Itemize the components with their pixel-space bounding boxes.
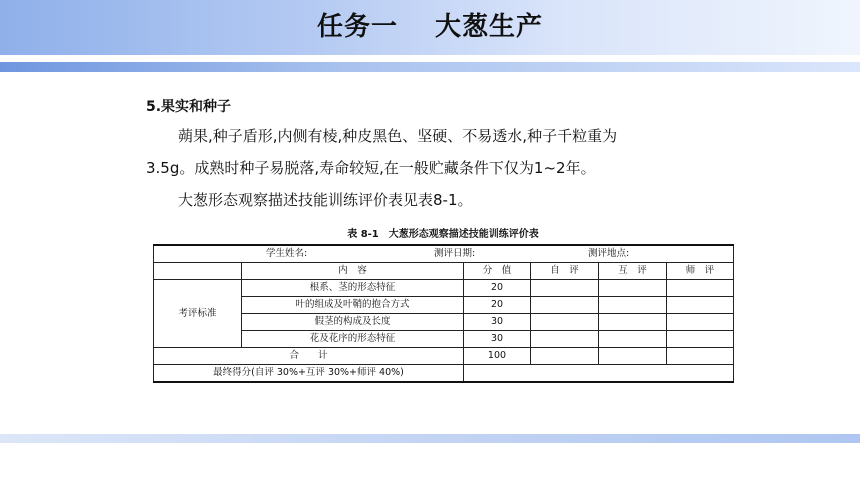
- teacher-score-cell: [667, 314, 734, 331]
- total-row: [154, 348, 734, 365]
- paragraph-line: 大葱形态观察描述技能训练评价表见表8-1。: [178, 191, 473, 209]
- criteria-content: 根系、茎的形态特征: [242, 280, 464, 297]
- self-score-cell: [531, 297, 599, 314]
- table-header-row: [154, 263, 734, 280]
- final-score-row: [154, 365, 734, 383]
- criteria-content: 花及花序的形态特征: [242, 331, 464, 348]
- header-content: 内 容: [242, 263, 464, 280]
- criteria-content: 假茎的构成及长度: [242, 314, 464, 331]
- peer-score-cell: [599, 331, 667, 348]
- header-score: 分 值: [464, 263, 531, 280]
- eval-place-label: 测评地点:: [588, 248, 630, 259]
- header-peer: 互 评: [599, 263, 667, 280]
- peer-score-cell: [599, 297, 667, 314]
- criteria-score: 20: [464, 280, 531, 297]
- criteria-score: 30: [464, 314, 531, 331]
- criteria-score: 30: [464, 331, 531, 348]
- body-text: [146, 94, 786, 216]
- student-name-label: 学生姓名:: [266, 248, 308, 259]
- final-score-cell: [464, 365, 734, 383]
- teacher-score-cell: [667, 297, 734, 314]
- criteria-label: 考评标准: [154, 280, 242, 348]
- criteria-content: 叶的组成及叶鞘的抱合方式: [242, 297, 464, 314]
- final-score-label: 最终得分(自评 30%+互评 30%+师评 40%): [154, 365, 464, 383]
- paragraph-line: 蒴果,种子盾形,内侧有棱,种皮黑色、坚硬、不易透水,种子千粒重为: [178, 127, 618, 145]
- total-score: 100: [464, 348, 531, 365]
- header-self: 自 评: [531, 263, 599, 280]
- teacher-score-cell: [667, 280, 734, 297]
- self-score-cell: [531, 280, 599, 297]
- table-info-row: [154, 245, 734, 263]
- table-caption: 表 8-1 大葱形态观察描述技能训练评价表: [347, 229, 539, 240]
- header-teacher: 师 评: [667, 263, 734, 280]
- top-divider: [0, 62, 860, 72]
- evaluation-table: [153, 244, 734, 383]
- criteria-score: 20: [464, 297, 531, 314]
- section-heading: 5.果实和种子: [146, 99, 232, 115]
- peer-score-cell: [599, 280, 667, 297]
- self-score-cell: [531, 331, 599, 348]
- bottom-divider: [0, 434, 860, 443]
- eval-date-label: 测评日期:: [434, 248, 476, 259]
- teacher-score-cell: [667, 331, 734, 348]
- self-score-cell: [531, 314, 599, 331]
- peer-score-cell: [599, 314, 667, 331]
- slide-title: 任务一 大葱生产: [316, 12, 544, 42]
- table-row: [154, 280, 734, 297]
- total-label: 合 计: [154, 348, 464, 365]
- paragraph-line: 3.5g。成熟时种子易脱落,寿命较短,在一般贮藏条件下仅为1~2年。: [146, 159, 596, 177]
